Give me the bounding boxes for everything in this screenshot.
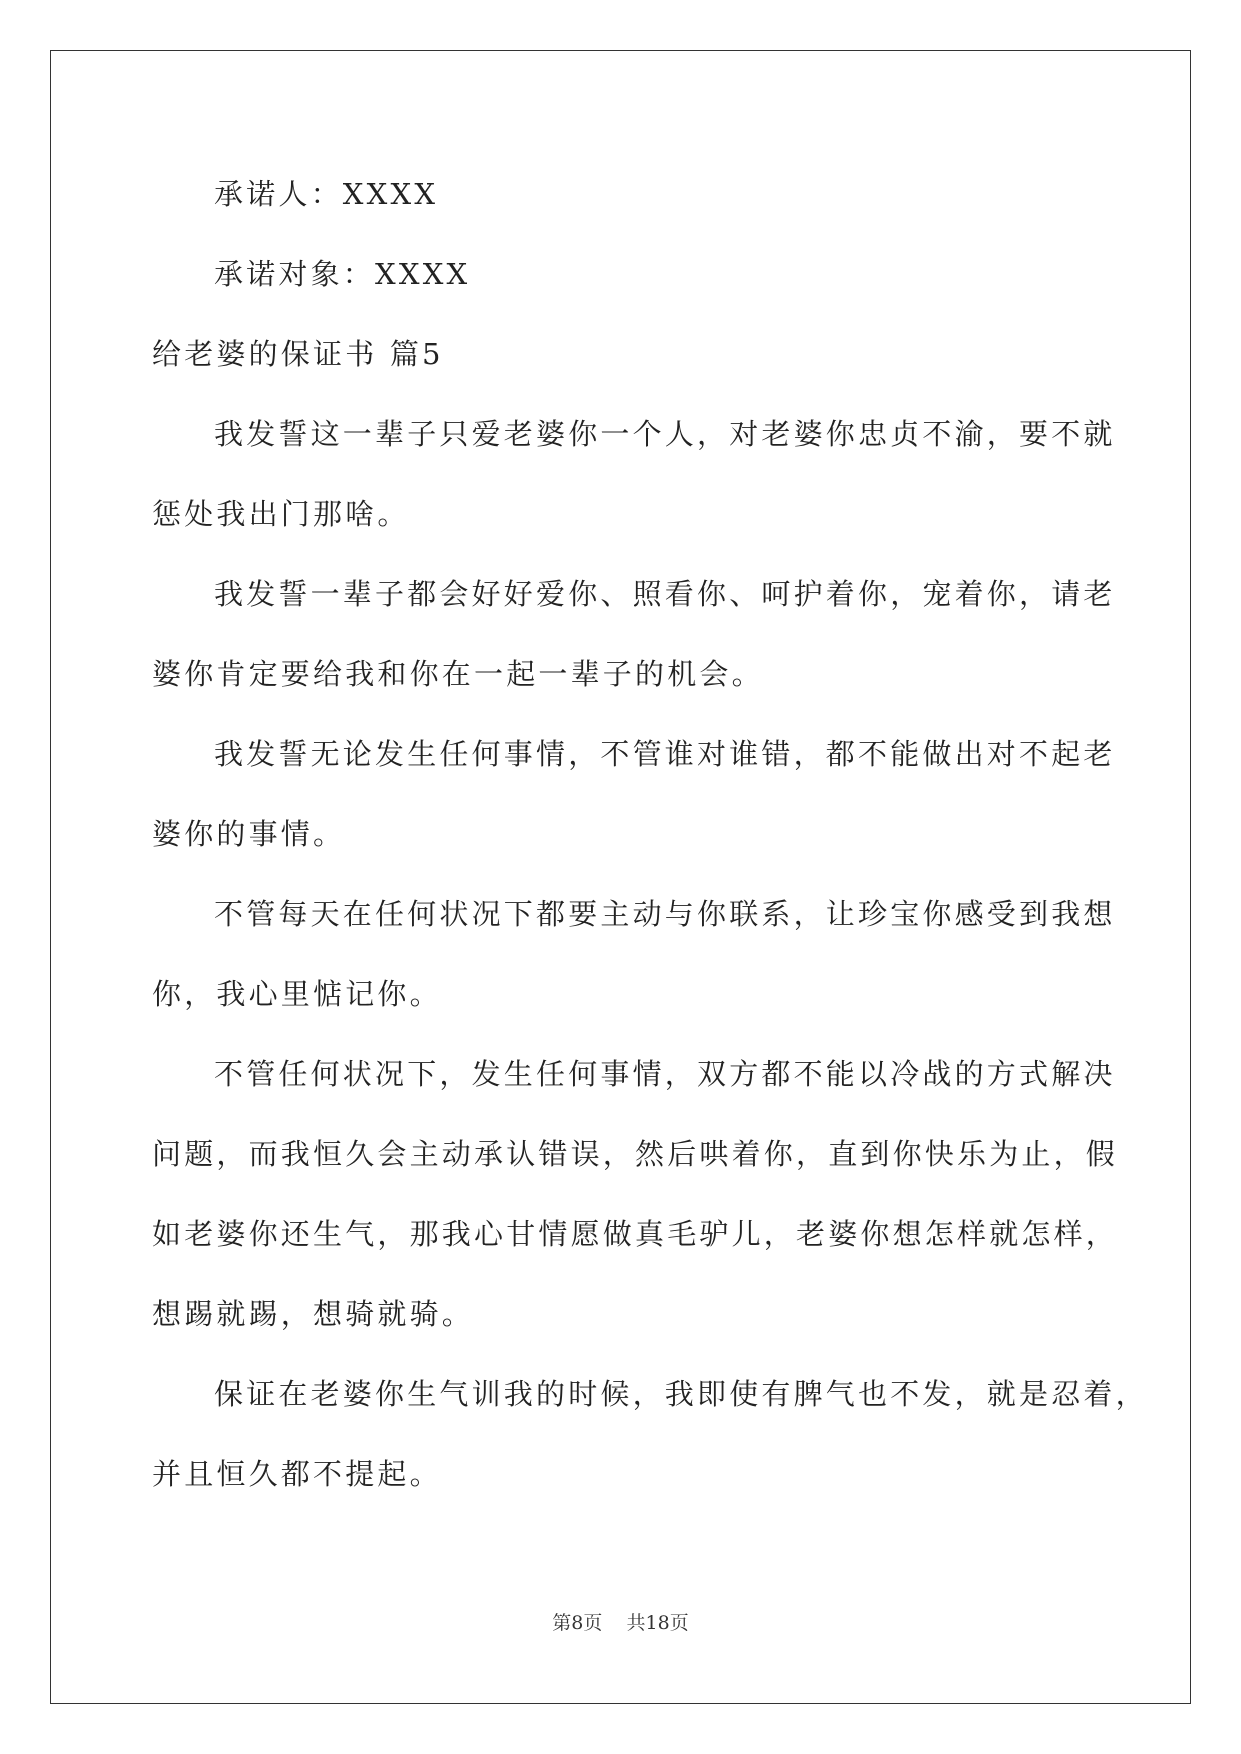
- paragraph-2-line-2: 婆你肯定要给我和你在一起一辈子的机会。: [152, 657, 764, 691]
- paragraph-5-line-1: 不管任何状况下，发生任何事情，双方都不能以冷战的方式解决: [214, 1057, 1116, 1091]
- paragraph-3-line-1: 我发誓无论发生任何事情，不管谁对谁错，都不能做出对不起老: [214, 737, 1116, 771]
- paragraph-5-line-4: 想踢就踢，想骑就骑。: [152, 1297, 475, 1331]
- paragraph-1-line-2: 惩处我出门那啥。: [152, 497, 410, 531]
- page-border: [50, 50, 1191, 1704]
- paragraph-4-line-1: 不管每天在任何状况下都要主动与你联系，让珍宝你感受到我想: [214, 897, 1116, 931]
- paragraph-4-line-2: 你，我心里惦记你。: [152, 977, 442, 1011]
- section-heading: 给老婆的保证书 篇5: [152, 337, 444, 371]
- promisor-line: 承诺人：XXXX: [214, 177, 439, 211]
- page-number-footer: 第8页 共18页: [552, 1612, 689, 1634]
- paragraph-6-line-1: 保证在老婆你生气训我的时候，我即使有脾气也不发，就是忍着，: [214, 1377, 1148, 1411]
- paragraph-5-line-3: 如老婆你还生气，那我心甘情愿做真毛驴儿，老婆你想怎样就怎样，: [152, 1217, 1119, 1251]
- paragraph-1-line-1: 我发誓这一辈子只爱老婆你一个人，对老婆你忠贞不渝，要不就: [214, 417, 1116, 451]
- paragraph-5-line-2: 问题，而我恒久会主动承认错误，然后哄着你，直到你快乐为止，假: [152, 1137, 1119, 1171]
- promisee-line: 承诺对象：XXXX: [214, 257, 471, 291]
- paragraph-6-line-2: 并且恒久都不提起。: [152, 1457, 442, 1491]
- paragraph-2-line-1: 我发誓一辈子都会好好爱你、照看你、呵护着你，宠着你，请老: [214, 577, 1116, 611]
- paragraph-3-line-2: 婆你的事情。: [152, 817, 346, 851]
